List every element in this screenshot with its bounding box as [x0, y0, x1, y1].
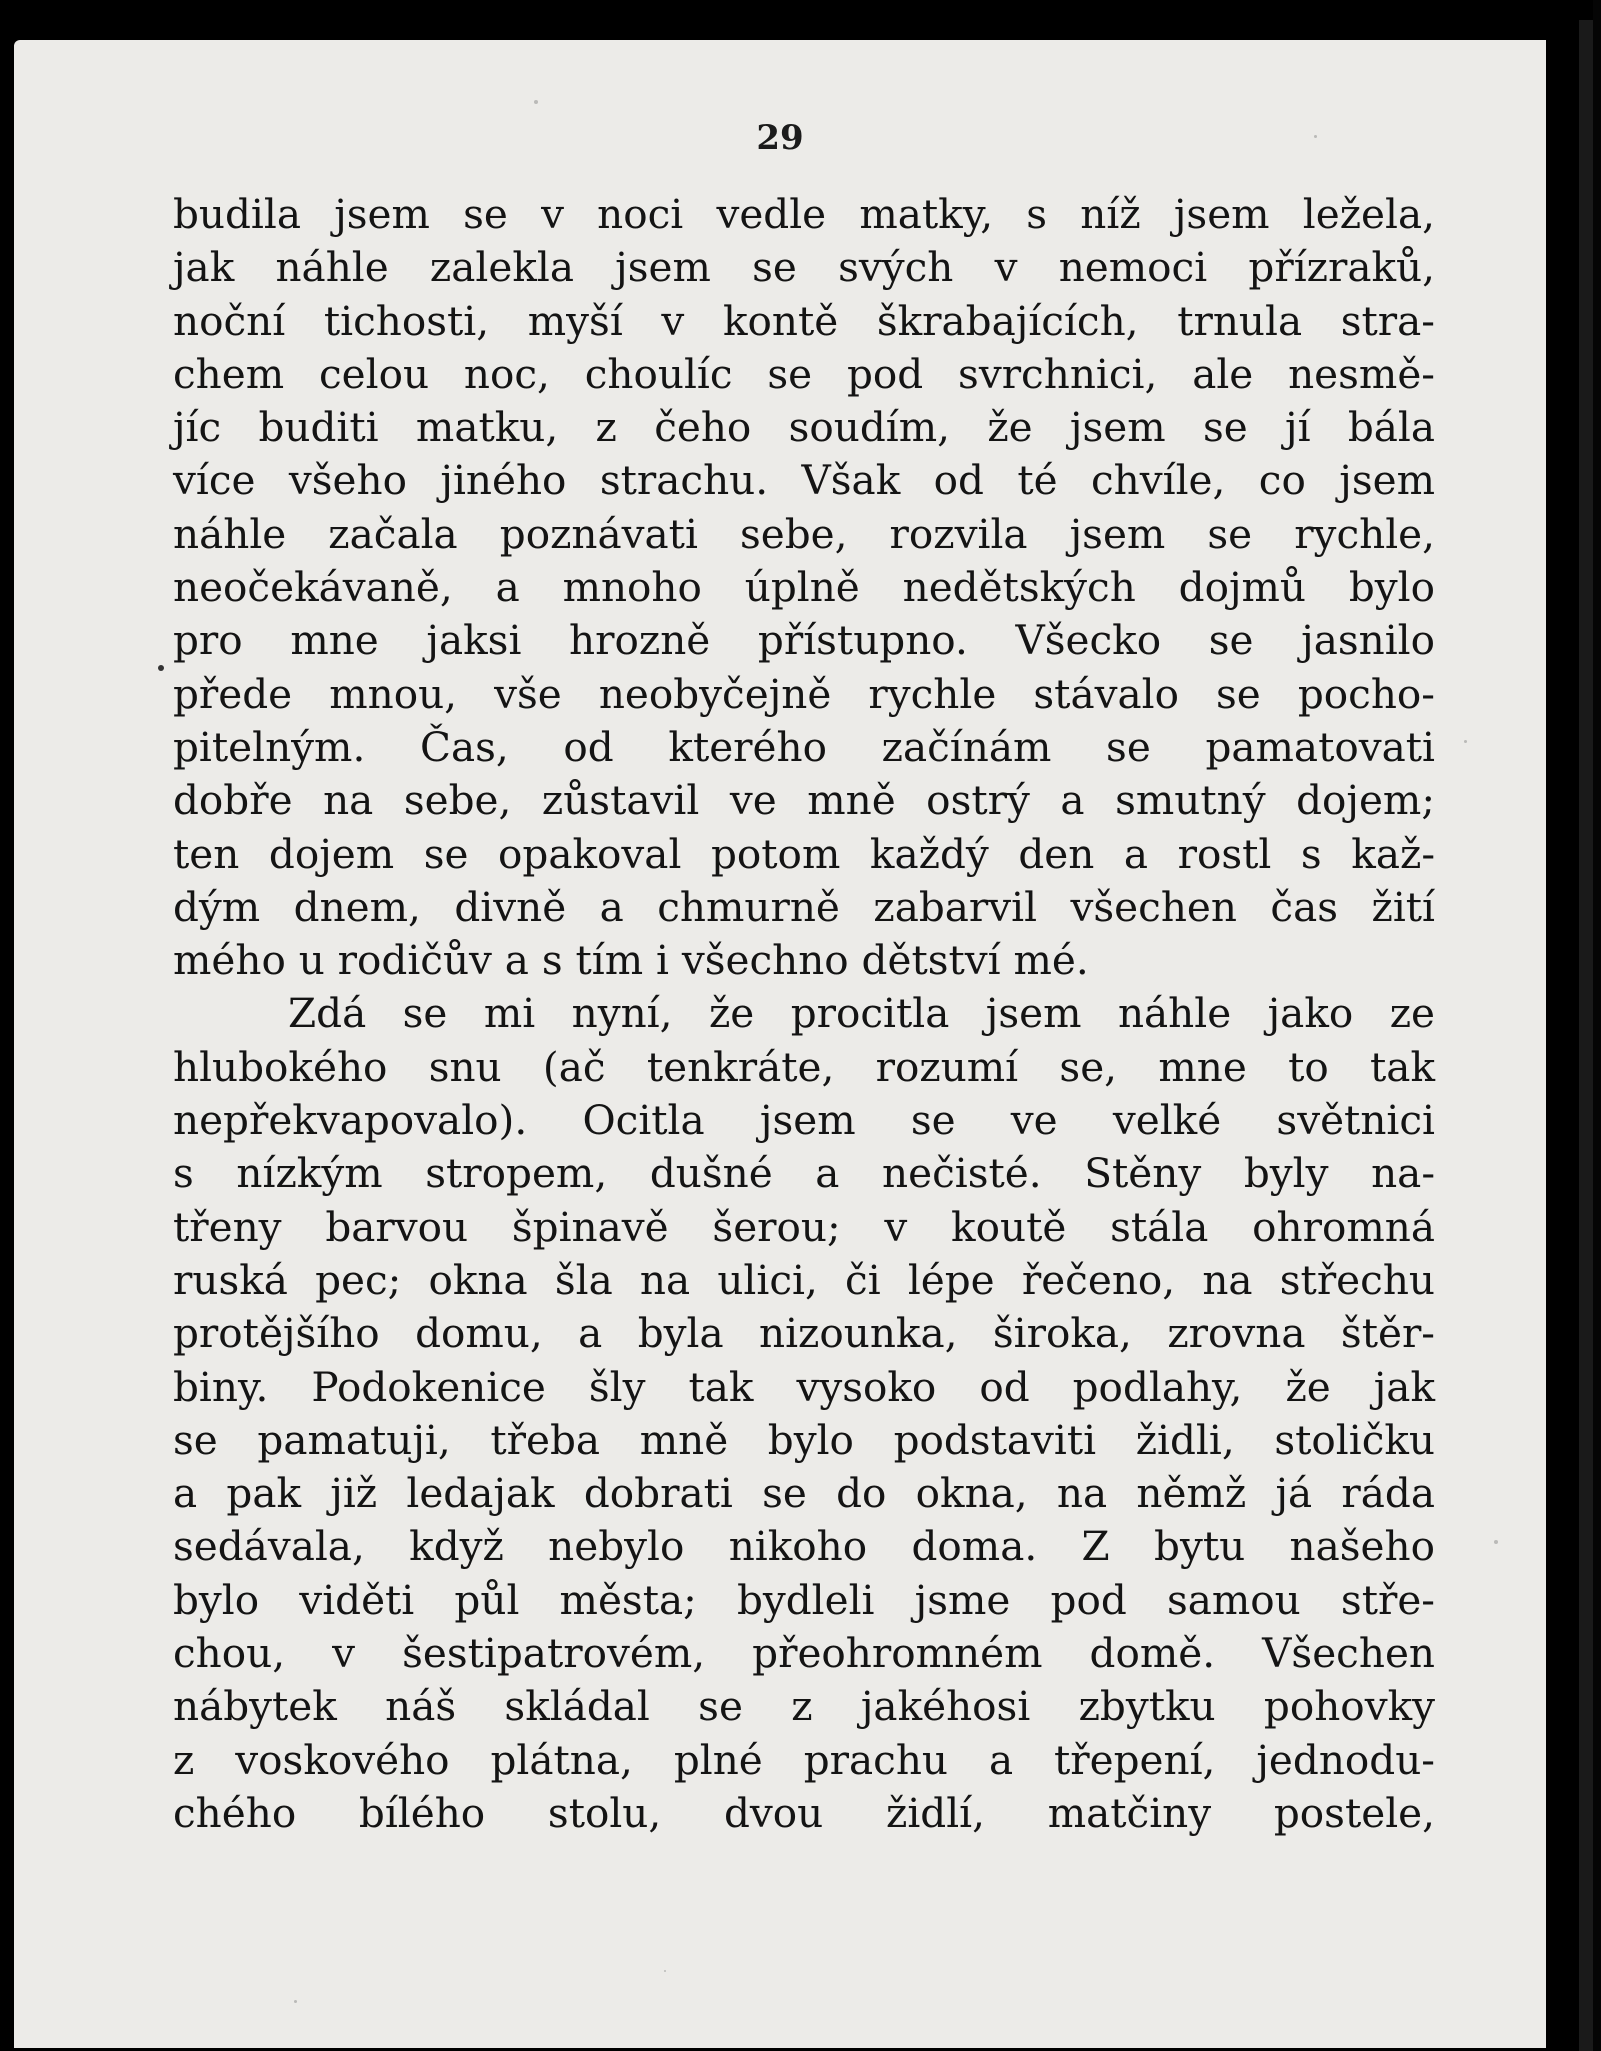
text-line: neočekávaně, a mnoho úplně nedětských dojmů bylo: [173, 563, 1435, 612]
paper-speck: [664, 1970, 666, 1972]
text-line: chou, v šestipatrovém, přeohromném domě. Všechen: [173, 1629, 1435, 1678]
text-line: bylo viděti půl města; bydleli jsme pod samou stře-: [173, 1575, 1435, 1624]
paragraph-2: [173, 987, 1435, 1840]
text-line: mého u rodičův a s tím i všechno dětství mé.: [173, 936, 1089, 985]
text-line: sedávala, když nebylo nikoho doma. Z bytu našeho: [173, 1522, 1435, 1571]
paper-speck: [294, 2000, 297, 2003]
text-line: chého bílého stolu, dvou židlí, matčiny postele,: [173, 1788, 1435, 1837]
text-line: z voskového plátna, plné prachu a třepení, jednodu-: [173, 1735, 1435, 1784]
text-line: budila jsem se v noci vedle matky, s níž jsem ležela,: [173, 190, 1435, 238]
margin-mark: [158, 665, 164, 671]
text-line: pro mne jaksi hrozně přístupno. Všecko se jasnilo: [173, 616, 1435, 665]
paper-speck: [1494, 1540, 1498, 1544]
text-line: noční tichosti, myší v kontě škrabajících, trnula stra-: [173, 296, 1435, 345]
text-line: protějšího domu, a byla nizounka, široka, zrovna štěr-: [173, 1309, 1435, 1358]
text-line: nábytek náš skládal se z jakéhosi zbytku pohovky: [173, 1682, 1435, 1731]
paper-speck: [1464, 740, 1467, 743]
text-line: biny. Podokenice šly tak vysoko od podlahy, že jak: [173, 1362, 1435, 1411]
paragraph-1: [173, 188, 1435, 987]
page-edge-shadow: [1579, 20, 1593, 2051]
text-line: pitelným. Čas, od kterého začínám se pamatovati: [173, 722, 1435, 771]
text-line: třeny barvou špinavě šerou; v koutě stála ohromná: [173, 1202, 1435, 1251]
text-line: jíc buditi matku, z čeho soudím, že jsem se jí bála: [173, 403, 1435, 452]
text-line: náhle začala poznávati sebe, rozvila jsem se rychle,: [173, 509, 1435, 558]
body-text: [173, 188, 1435, 1840]
page-number: 29: [756, 118, 804, 158]
text-line: s nízkým stropem, dušné a nečisté. Stěny byly na-: [173, 1149, 1435, 1198]
text-line: jak náhle zalekla jsem se svých v nemoci přízraků,: [173, 243, 1435, 292]
text-line: přede mnou, vše neobyčejně rychle stávalo se pocho-: [173, 669, 1435, 718]
text-line: dobře na sebe, zůstavil ve mně ostrý a smutný dojem;: [173, 776, 1435, 825]
text-line: chem celou noc, choulíc se pod svrchnici, ale nesmě-: [173, 349, 1435, 398]
paper-speck: [534, 100, 538, 104]
text-line: dým dnem, divně a chmurně zabarvil všechen čas žití: [173, 882, 1435, 931]
paper-speck: [1314, 135, 1317, 138]
text-line: a pak již ledajak dobrati se do okna, na němž já ráda: [173, 1469, 1435, 1518]
text-line: ruská pec; okna šla na ulici, či lépe řečeno, na střechu: [173, 1255, 1435, 1304]
text-line: hlubokého snu (ač tenkráte, rozumí se, mne to tak: [173, 1042, 1435, 1091]
scan-border: [1593, 0, 1601, 2051]
text-line: Zdá se mi nyní, že procitla jsem náhle jako ze: [288, 989, 1435, 1038]
text-line: více všeho jiného strachu. Však od té chvíle, co jsem: [173, 456, 1435, 505]
text-line: se pamatuji, třeba mně bylo podstaviti židli, stoličku: [173, 1415, 1435, 1464]
text-line: ten dojem se opakoval potom každý den a rostl s kaž-: [173, 829, 1435, 878]
text-line: nepřekvapovalo). Ocitla jsem se ve velké světnici: [173, 1096, 1435, 1145]
scanned-page: [14, 40, 1546, 2048]
